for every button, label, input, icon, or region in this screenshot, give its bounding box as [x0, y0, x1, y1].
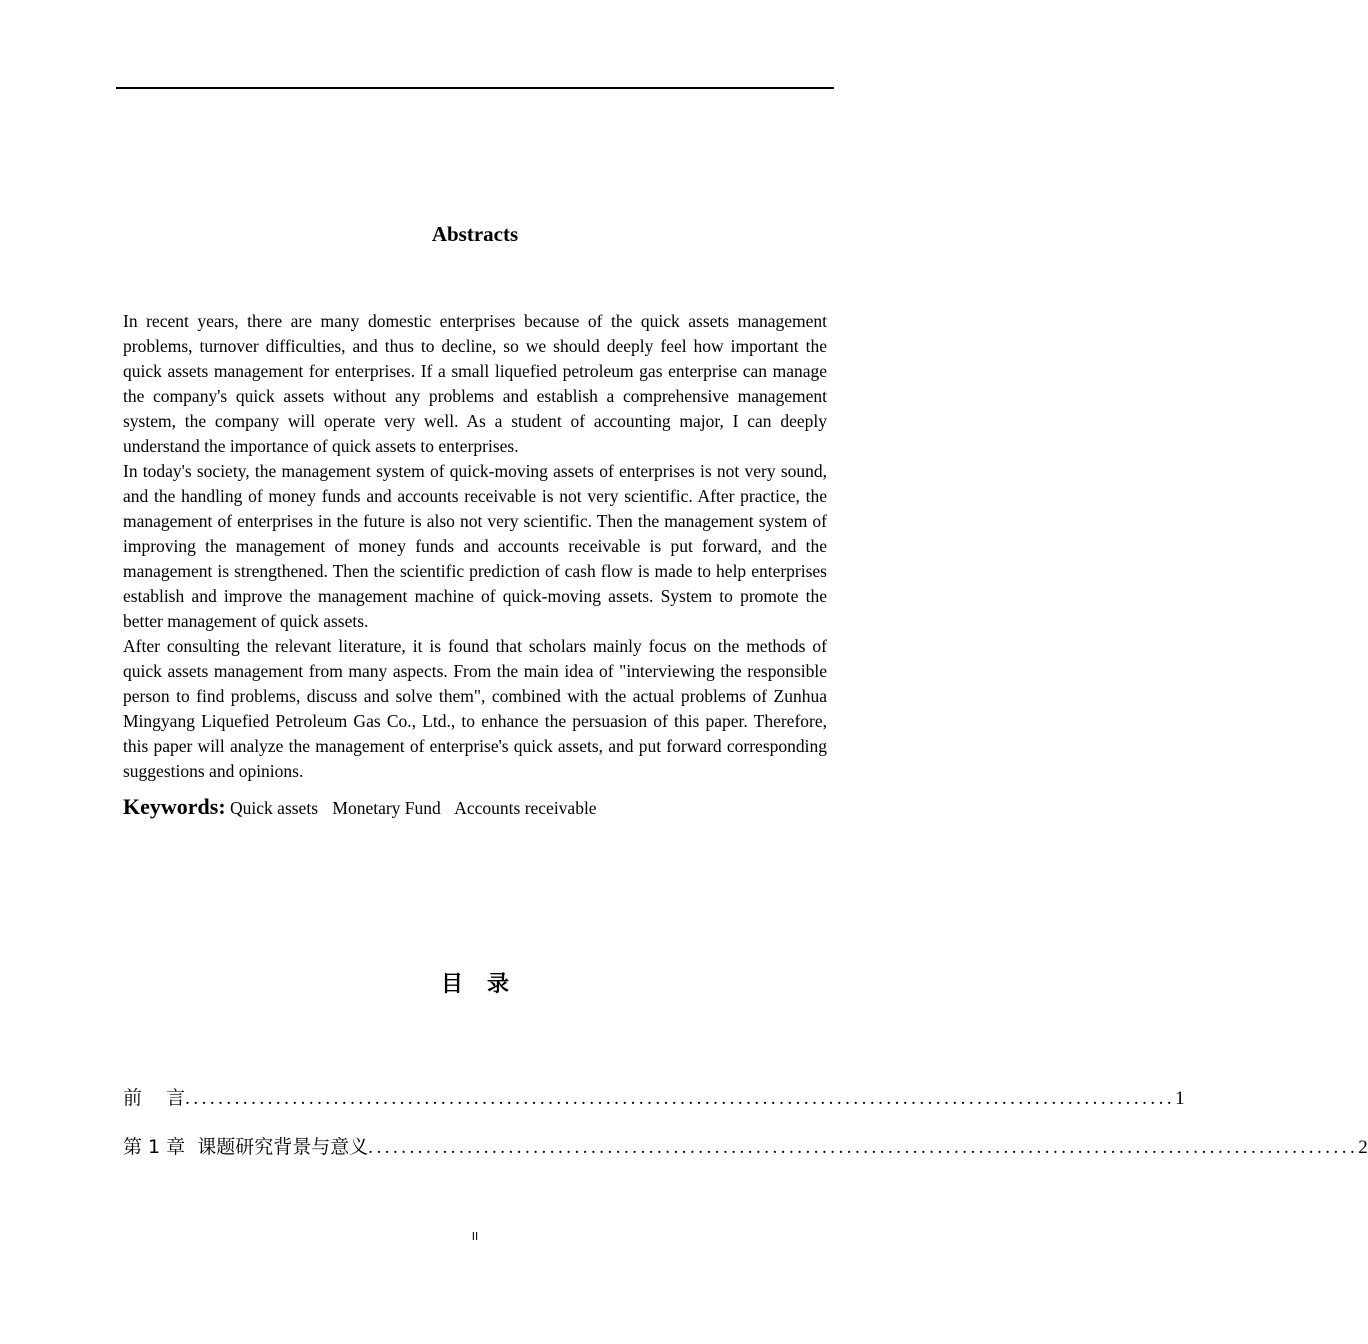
abstract-title: Abstracts [431, 222, 519, 246]
keyword-item: Accounts receivable [454, 798, 597, 818]
abstract-paragraph: In today's society, the management system of quick-moving assets of enterprises is not very sound, and the handling of money funds and accounts receivable is not very scientific. After practice, the management of enterprises in the future is also not very scientific. Then the management system of improving the management of money funds and accounts receivable is put forward, and the management is strengthened. Then the scientific prediction of cash flow is made to help enterprises establish and improve the management machine of quick-moving assets. System to promote the better management of quick assets. [123, 461, 827, 631]
keyword-item: Monetary Fund [332, 798, 441, 818]
toc-entry-label: 第 1 章 课题研究背景与意义 [123, 1136, 369, 1158]
toc-entry[interactable] [123, 1084, 1185, 1112]
abstract-body [123, 309, 827, 784]
toc-leader-dots: ........................................................................................................................ [368, 1137, 1359, 1158]
abstract-paragraph: In recent years, there are many domestic enterprises because of the quick assets management problems, turnover difficulties, and thus to decline, so we should deeply feel how important the quick assets management for enterprises. If a small liquefied petroleum gas enterprise can manage the company's quick assets without any problems and establish a comprehensive management system, the company will operate very well. As a student of accounting major, I can deeply understand the importance of quick assets to enterprises. [123, 311, 827, 456]
page-number: II [471, 1230, 479, 1243]
keywords-label: Keywords: [123, 794, 226, 819]
toc-entry-page: 2 [1358, 1137, 1368, 1158]
header-rule [116, 87, 834, 89]
keywords-line [123, 793, 827, 822]
abstract-paragraph: After consulting the relevant literature, it is found that scholars mainly focus on the methods of quick assets management from many aspects. From the main idea of "interviewing the responsible person to find problems, discuss and solve them", combined with the actual problems of Zunhua Mingyang Liquefied Petroleum Gas Co., Ltd., to enhance the persuasion of this paper. Therefore, this paper will analyze the management of enterprise's quick assets, and put forward corresponding suggestions and opinions. [123, 636, 827, 781]
toc-title: 目录 [440, 972, 533, 997]
toc-entry-label: 前 言 [123, 1087, 186, 1109]
keyword-item: Quick assets [230, 798, 319, 818]
toc-entry[interactable] [123, 1133, 1368, 1161]
toc-entry-page: 1 [1175, 1088, 1185, 1109]
toc-leader-dots: ........................................................................................................................ [185, 1088, 1176, 1109]
